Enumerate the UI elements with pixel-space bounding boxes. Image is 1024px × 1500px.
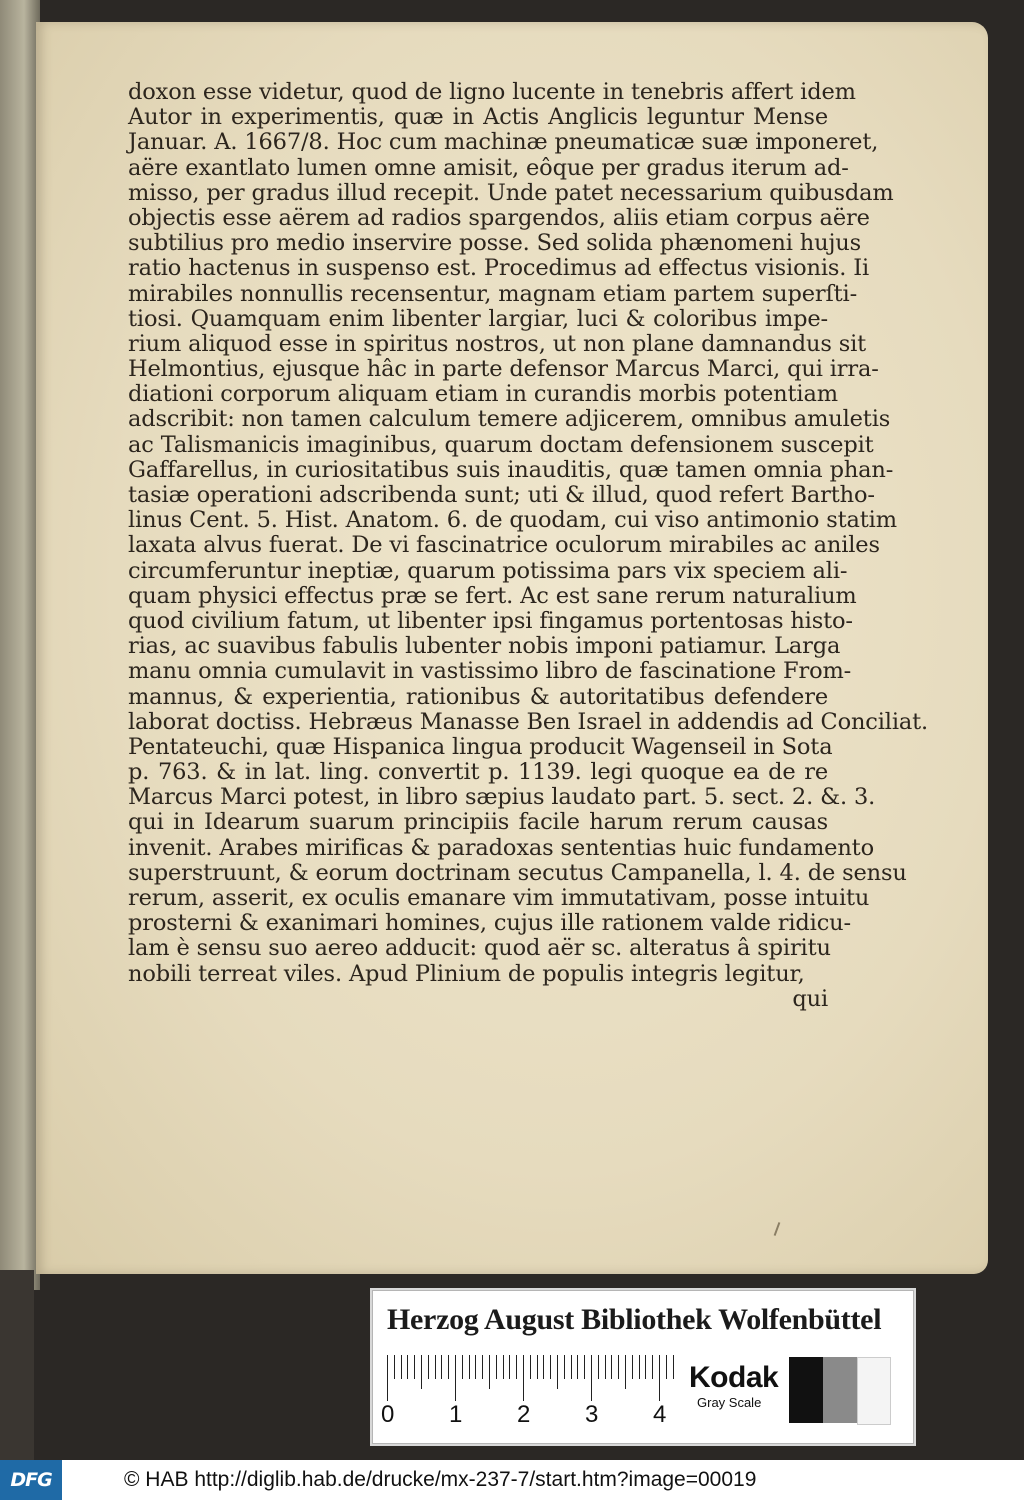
- ruler-tick: [489, 1355, 490, 1389]
- ruler-number: 1: [449, 1401, 463, 1428]
- text-line: ac Talismanicis imaginibus, quarum doctam defensionem suscepit: [128, 431, 874, 458]
- text-line: misso, per gradus illud recepit. Unde patet necessarium quibusdam: [128, 179, 894, 206]
- ruler-tick: [455, 1355, 456, 1401]
- ruler-tick: [469, 1355, 470, 1379]
- page-mark: [774, 1222, 781, 1236]
- text-line: rium aliquod esse in spiritus nostros, ut non plane damnandus sit: [128, 330, 867, 357]
- ruler-tick: [577, 1355, 578, 1379]
- ruler-tick: [503, 1355, 504, 1379]
- gray-swatch: [857, 1357, 891, 1425]
- text-line: ratio hactenus in suspenso est. Procedimus ad effectus visionis. Ii: [128, 255, 870, 282]
- ruler-tick: [496, 1355, 497, 1379]
- ruler-tick: [639, 1355, 640, 1379]
- text-line: lam è sensu suo aereo adducit: quod aër sc. alteratus â spiritu: [128, 935, 831, 962]
- book-page: [36, 22, 988, 1274]
- ruler-tick: [462, 1355, 463, 1379]
- text-line: laxata alvus fuerat. De vi fascinatrice oculorum mirabiles ac aniles: [128, 532, 880, 559]
- text-line: rias, ac suavibus fabulis lubenter nobis imponi patiamur. Larga: [128, 633, 841, 660]
- text-line: manu omnia cumulavit in vastissimo libro de fascinatione From-: [128, 658, 852, 685]
- ruler-tick: [475, 1355, 476, 1379]
- ruler-tick: [482, 1355, 483, 1379]
- ruler-tick: [571, 1355, 572, 1379]
- kodak-brand: Kodak: [689, 1361, 779, 1394]
- text-line: laborat doctiss. Hebræus Manasse Ben Israel in addendis ad Conciliat.: [128, 708, 929, 735]
- text-line: circumferuntur ineptiæ, quarum potissima pars vix speciem ali-: [128, 557, 848, 584]
- ruler-tick: [618, 1355, 619, 1379]
- ruler-tick: [387, 1355, 388, 1401]
- text-line: Pentateuchi, quæ Hispanica lingua producit Wagenseil in Sota: [128, 733, 833, 760]
- gray-swatch: [823, 1357, 857, 1423]
- binding-shadow: [0, 1270, 34, 1460]
- text-line: quod civilium fatum, ut libenter ipsi fingamus portentosas histo-: [128, 607, 853, 634]
- ruler-tick: [537, 1355, 538, 1379]
- text-line: subtilius pro medio inservire posse. Sed solida phænomeni hujus: [128, 230, 862, 257]
- ruler-tick: [401, 1355, 402, 1379]
- text-line: aëre exantlato lumen omne amisit, eôque per gradus iterum ad-: [128, 154, 849, 181]
- text-line: doxon esse videtur, quod de ligno lucente in tenebris affert idem: [128, 79, 856, 105]
- text-line: superstruunt, & eorum doctrinam secutus Campanella, l. 4. de sensu: [128, 859, 907, 886]
- text-line: Autor in experimentis, quæ in Actis Anglicis leguntur Mense: [128, 104, 828, 131]
- ruler-tick: [584, 1355, 585, 1379]
- ruler-tick: [523, 1355, 524, 1401]
- ruler-tick: [543, 1355, 544, 1379]
- ruler-tick: [441, 1355, 442, 1379]
- text-line: p. 763. & in lat. ling. convertit p. 1139. legi quoque ea de re: [128, 759, 828, 786]
- catchword: qui: [792, 985, 828, 1012]
- ruler-tick: [645, 1355, 646, 1379]
- text-line: objectis esse aërem ad radios spargendos, aliis etiam corpus aëre: [128, 204, 870, 231]
- ruler-tick: [611, 1355, 612, 1379]
- text-line: nobili terreat viles. Apud Plinium de populis integris legitur,: [128, 960, 805, 987]
- ruler-scale: [387, 1351, 677, 1401]
- ruler-tick: [516, 1355, 517, 1379]
- facing-page-edge: [0, 0, 40, 1290]
- ruler-tick: [673, 1355, 674, 1379]
- text-line: tiosi. Quamquam enim libenter largiar, luci & coloribus impe-: [128, 305, 828, 332]
- ruler-tick: [557, 1355, 558, 1389]
- text-line: linus Cent. 5. Hist. Anatom. 6. de quodam, cui viso antimonio statim: [128, 507, 897, 534]
- ruler-tick: [435, 1355, 436, 1379]
- ruler-tick: [598, 1355, 599, 1379]
- gray-scale-label: Gray Scale: [697, 1395, 762, 1410]
- ruler-tick: [605, 1355, 606, 1379]
- text-line: adscribit: non tamen calculum temere adjicerem, omnibus amuletis: [128, 406, 891, 433]
- library-name: Herzog August Bibliothek Wolfenbüttel: [387, 1303, 882, 1336]
- ruler-number: 3: [585, 1401, 599, 1428]
- ruler-number: 2: [517, 1401, 531, 1428]
- ruler-tick: [550, 1355, 551, 1379]
- text-line: tasiæ operationi adscribenda sunt; uti & illud, quod refert Bartho-: [128, 482, 875, 508]
- text-line: mannus, & experientia, rationibus & autoritatibus defendere: [128, 683, 828, 710]
- ruler-tick: [421, 1355, 422, 1389]
- color-scale-card: [372, 1290, 914, 1444]
- ruler-tick: [428, 1355, 429, 1379]
- text-line: rerum, asserit, ex oculis emanare vim immutativam, posse intuitu: [128, 885, 870, 911]
- ruler-number: 0: [381, 1401, 395, 1428]
- ruler-tick: [659, 1355, 660, 1401]
- ruler-tick: [448, 1355, 449, 1379]
- ruler-tick: [394, 1355, 395, 1379]
- page-text-block: [128, 79, 929, 1012]
- text-line: Gaffarellus, in curiositatibus suis inauditis, quæ tamen omnia phan-: [128, 456, 894, 483]
- ruler-tick: [564, 1355, 565, 1379]
- text-line: invenit. Arabes mirificas & paradoxas sententias huic fundamento: [128, 834, 874, 861]
- text-line: Helmontius, ejusque hâc in parte defensor Marcus Marci, qui irra-: [128, 356, 879, 383]
- ruler-tick: [632, 1355, 633, 1379]
- credit-link[interactable]: © HAB http://diglib.hab.de/drucke/mx-237-7/start.htm?image=00019: [124, 1468, 757, 1491]
- text-line: prosterni & exanimari homines, cujus ille rationem valde ridicu-: [128, 910, 851, 937]
- ruler-tick: [652, 1355, 653, 1379]
- gray-swatch: [789, 1357, 823, 1423]
- dfg-logo: DFG: [0, 1460, 62, 1500]
- ruler-tick: [666, 1355, 667, 1379]
- text-line: diationi corporum aliquam etiam in curandis morbis potentiam: [128, 381, 838, 408]
- ruler-tick: [407, 1355, 408, 1379]
- ruler-tick: [509, 1355, 510, 1379]
- text-line: Marcus Marci potest, in libro sæpius laudato part. 5. sect. 2. &. 3.: [128, 784, 876, 811]
- ruler-number: 4: [653, 1401, 667, 1428]
- text-line: Januar. A. 1667/8. Hoc cum machinæ pneumaticæ suæ imponeret,: [128, 129, 879, 156]
- text-line: quam physici effectus præ se fert. Ac est sane rerum naturalium: [128, 582, 857, 609]
- ruler-tick: [591, 1355, 592, 1401]
- ruler-tick: [625, 1355, 626, 1389]
- ruler-tick: [414, 1355, 415, 1379]
- ruler-numbers: [381, 1401, 681, 1431]
- ruler-tick: [530, 1355, 531, 1379]
- text-line: mirabiles nonnullis recensentur, magnam etiam partem superſti-: [128, 280, 858, 307]
- text-line: qui in Idearum suarum principiis facile harum rerum causas: [128, 809, 828, 836]
